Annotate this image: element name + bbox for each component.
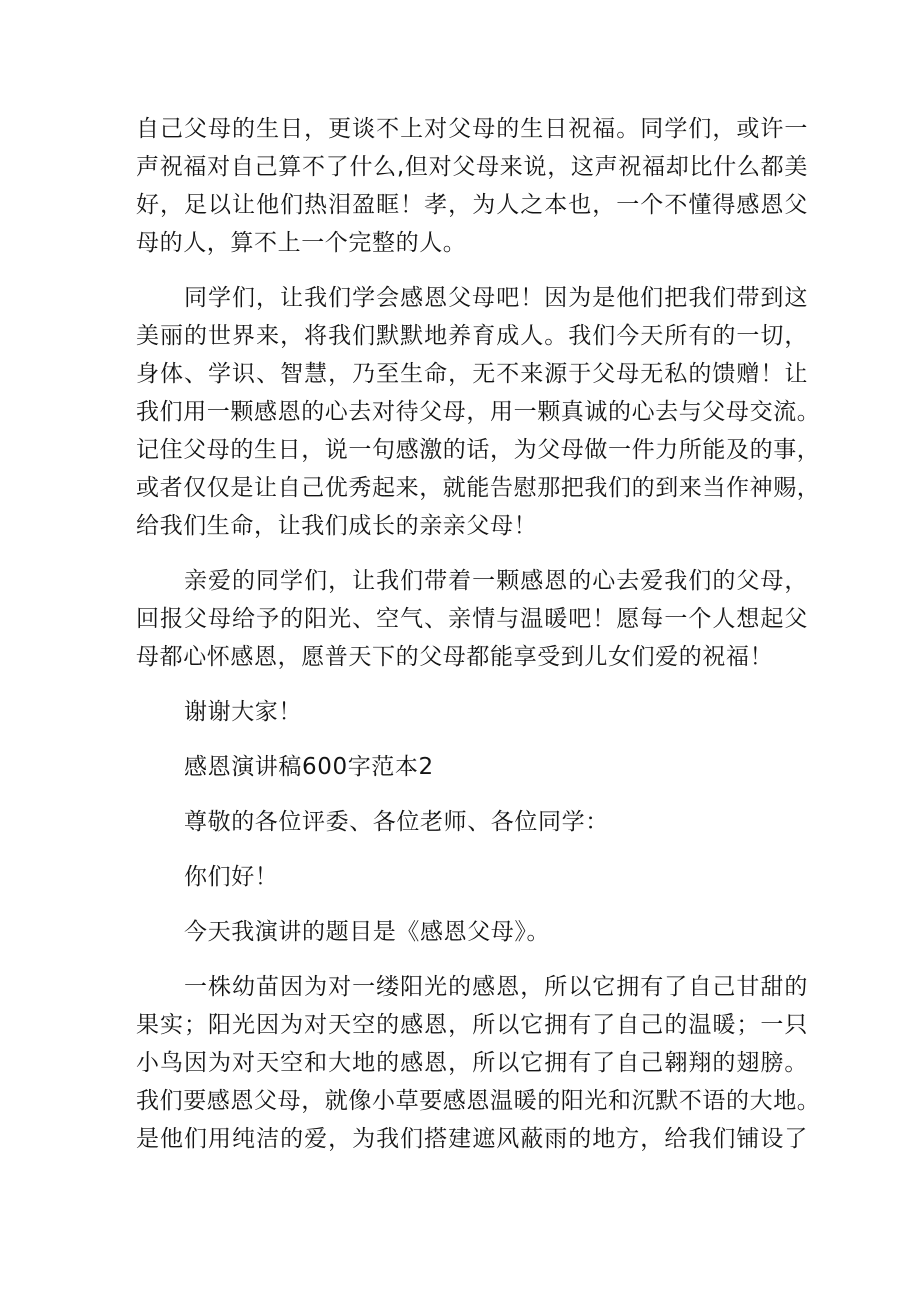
section-title: 感恩演讲稿600字范本2 [184, 754, 434, 780]
text-line: 我们要感恩父母，就像小草要感恩温暖的阳光和沉默不语的大地。 [136, 1088, 821, 1114]
text-line: 母都心怀感恩，愿普天下的父母都能享受到儿女们爱的祝福！ [136, 644, 774, 670]
text-line: 小鸟因为对天空和大地的感恩，所以它拥有了自己翱翔的翅膀。 [136, 1050, 808, 1076]
paragraph-4 [136, 968, 821, 1158]
document-body [136, 110, 821, 1158]
text-line: 我们用一颗感恩的心去对待父母，用一颗真诚的心去与父母交流。 [136, 399, 821, 425]
text-line: 给我们生命，让我们成长的亲亲父母！ [136, 513, 538, 539]
text-line: 一株幼苗因为对一缕阳光的感恩，所以它拥有了自己甘甜的 [184, 974, 808, 1000]
text-line: 记住父母的生日，说一句感激的话，为父母做一件力所能及的事， [136, 437, 821, 463]
text-line: 是他们用纯洁的爱，为我们搭建遮风蔽雨的地方，给我们铺设了 [136, 1126, 808, 1152]
paragraph-3 [136, 562, 808, 676]
text-line: 母的人，算不上一个完整的人。 [136, 230, 467, 256]
text-line: 身体、学识、智慧，乃至生命，无不来源于父母无私的馈赠！让 [136, 361, 808, 387]
topic-line: 今天我演讲的题目是《感恩父母》。 [184, 919, 551, 945]
text-line: 好，足以让他们热泪盈眶！孝，为人之本也，一个不懂得感恩父 [136, 192, 808, 218]
paragraph-1 [136, 110, 808, 262]
paragraph-2 [136, 279, 821, 545]
text-line: 或者仅仅是让自己优秀起来，就能告慰那把我们的到来当作神赐， [136, 475, 821, 501]
greeting: 你们好！ [184, 864, 279, 890]
thanks-line: 谢谢大家！ [184, 699, 302, 725]
text-line: 自己父母的生日，更谈不上对父母的生日祝福。同学们，或许一 [136, 116, 808, 142]
text-line: 同学们，让我们学会感恩父母吧！因为是他们把我们带到这 [184, 285, 808, 311]
salutation: 尊敬的各位评委、各位老师、各位同学： [184, 809, 609, 835]
text-line: 亲爱的同学们，让我们带着一颗感恩的心去爱我们的父母， [184, 568, 808, 594]
text-line: 回报父母给予的阳光、空气、亲情与温暖吧！愿每一个人想起父 [136, 606, 808, 632]
text-line: 果实；阳光因为对天空的感恩，所以它拥有了自己的温暖；一只 [136, 1012, 808, 1038]
text-line: 声祝福对自己算不了什么,但对父母来说，这声祝福却比什么都美 [136, 154, 808, 180]
text-line: 美丽的世界来，将我们默默地养育成人。我们今天所有的一切， [136, 323, 808, 349]
